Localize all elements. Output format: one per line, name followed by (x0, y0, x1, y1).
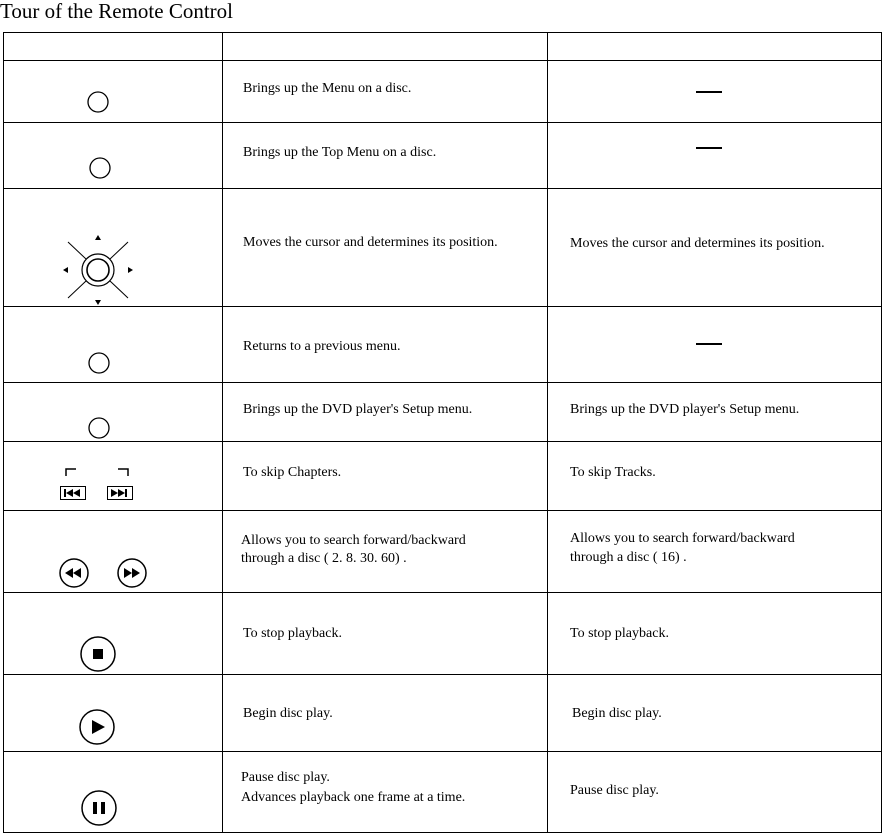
dvd-description: Begin disc play. (243, 706, 333, 721)
return-button-circle-icon (88, 352, 112, 376)
dvd-description-line: Advances playback one frame at a time. (241, 790, 466, 805)
dvd-description: Returns to a previous menu. (243, 339, 401, 354)
dvd-description-cell (223, 675, 548, 752)
not-applicable-dash (696, 343, 722, 345)
dvd-description-cell (223, 752, 548, 833)
icon-cell (4, 593, 223, 675)
icon-cell (4, 511, 223, 593)
icon-cell (4, 442, 223, 511)
cd-description: To skip Tracks. (570, 465, 656, 480)
cd-description: Moves the cursor and determines its position. (570, 236, 825, 251)
dvd-description-cell (223, 307, 548, 383)
dvd-description-cell (223, 61, 548, 123)
dvd-description-cell (223, 442, 548, 511)
icon-cell (4, 307, 223, 383)
cd-description: Begin disc play. (572, 706, 662, 721)
table-row (4, 593, 882, 675)
icon-cell (4, 675, 223, 752)
cd-description-cell (548, 61, 882, 123)
dvd-description-cell (223, 189, 548, 307)
table-row (4, 511, 882, 593)
dvd-description: To skip Chapters. (243, 465, 342, 480)
cd-description-cell (548, 511, 882, 593)
dvd-description: Brings up the Top Menu on a disc. (243, 145, 437, 160)
search-rewind-forward-icon (58, 557, 150, 589)
table-row (4, 307, 882, 383)
dvd-description-cell (223, 511, 548, 593)
dvd-description: Moves the cursor and determines its position. (243, 235, 498, 250)
cd-description-line: Allows you to search forward/backward (570, 531, 795, 546)
menu-button-circle-icon (87, 91, 111, 115)
dvd-description-cell (223, 123, 548, 189)
cd-description-cell (548, 593, 882, 675)
cd-description: To stop playback. (570, 626, 669, 641)
table-row (4, 189, 882, 307)
not-applicable-dash (696, 91, 722, 93)
dvd-description: Brings up the Menu on a disc. (243, 81, 412, 96)
cd-description-line: through a disc ( 16) . (570, 550, 687, 565)
stop-icon (79, 635, 117, 673)
header-cell-cd (548, 33, 882, 61)
dvd-description: Brings up the DVD player's Setup menu. (243, 402, 473, 417)
cd-description-cell (548, 752, 882, 833)
dvd-description-line: Pause disc play. (241, 770, 330, 785)
icon-cell (4, 383, 223, 442)
icon-cell (4, 61, 223, 123)
icon-cell (4, 123, 223, 189)
skip-prev-next-icon (60, 468, 140, 504)
header-cell-button (4, 33, 223, 61)
top-menu-button-circle-icon (89, 157, 113, 181)
dvd-description-cell (223, 593, 548, 675)
pause-icon (80, 789, 118, 827)
cd-description-cell (548, 383, 882, 442)
setup-button-circle-icon (88, 417, 112, 441)
cd-description-cell (548, 307, 882, 383)
table-row (4, 675, 882, 752)
dvd-description-line: Allows you to search forward/backward (241, 533, 466, 548)
cd-description-cell (548, 442, 882, 511)
icon-cell (4, 189, 223, 307)
cd-description: Brings up the DVD player's Setup menu. (570, 402, 800, 417)
play-icon (78, 708, 116, 746)
table-row (4, 442, 882, 511)
header-cell-dvd (223, 33, 548, 61)
remote-control-table (3, 32, 882, 833)
page-title: Tour of the Remote Control (0, 0, 233, 23)
table-row (4, 123, 882, 189)
cursor-joystick-icon (62, 233, 136, 307)
table-row (4, 383, 882, 442)
dvd-description-cell (223, 383, 548, 442)
cd-description-cell (548, 675, 882, 752)
not-applicable-dash (696, 147, 722, 149)
cd-description: Pause disc play. (570, 783, 659, 798)
cd-description-cell (548, 189, 882, 307)
table-row (4, 61, 882, 123)
table-row (4, 752, 882, 833)
dvd-description: To stop playback. (243, 626, 342, 641)
icon-cell (4, 752, 223, 833)
dvd-description-line: through a disc ( 2. 8. 30. 60) . (241, 551, 407, 566)
cd-description-cell (548, 123, 882, 189)
table-header-row (4, 33, 882, 61)
